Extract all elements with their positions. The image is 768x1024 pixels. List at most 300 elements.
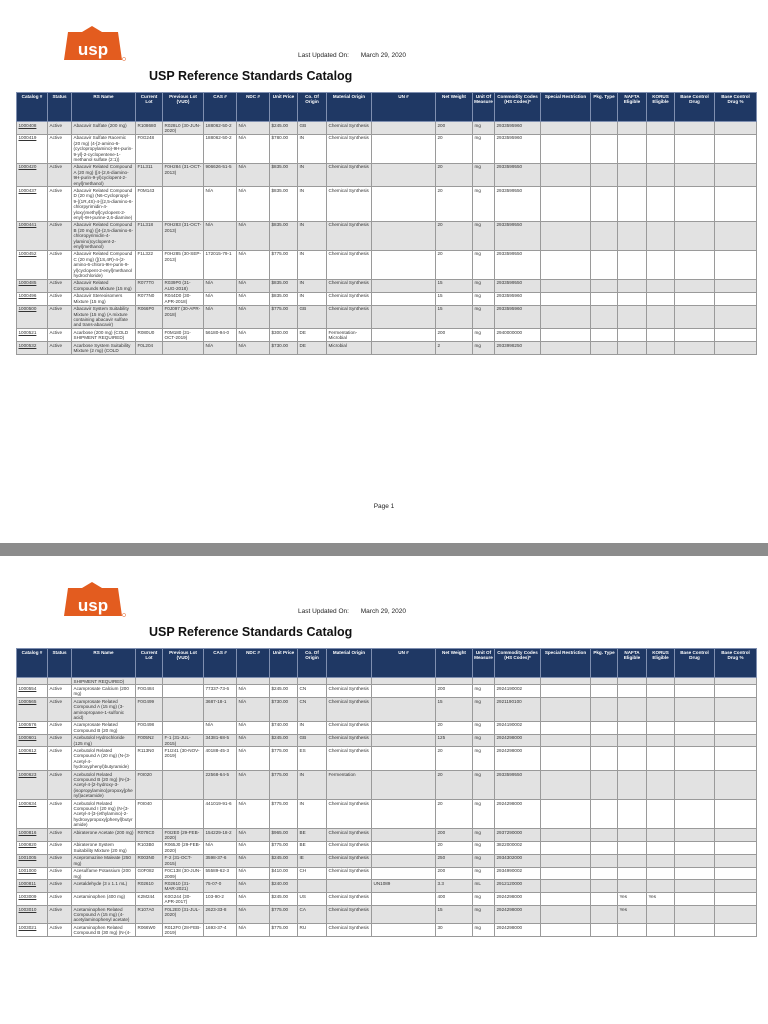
table-cell: N/A [237, 279, 270, 292]
column-header: NDC # [237, 93, 270, 122]
table-cell: Acetaminophen (400 mg) [72, 893, 136, 906]
table-cell: mg [473, 134, 495, 163]
table-cell [618, 122, 647, 135]
table-cell [591, 250, 618, 279]
catalog-number-link[interactable]: 1000408 [17, 122, 48, 135]
table-cell: Active [48, 800, 72, 829]
table-cell: 20 [436, 747, 473, 771]
table-cell: $775.00 [270, 800, 298, 829]
column-header: Co. Of Origin [298, 649, 327, 678]
table-cell: mg [473, 771, 495, 800]
table-cell: 2933595960 [495, 292, 541, 305]
table-cell [715, 854, 757, 867]
table-cell: mg [473, 747, 495, 771]
table-cell [541, 305, 591, 329]
table-cell [541, 187, 591, 221]
table-cell: 2924298000 [495, 924, 541, 937]
table-cell [541, 800, 591, 829]
table-cell [715, 163, 757, 187]
column-header: Commodity Codes (HS Codes)* [495, 93, 541, 122]
table-cell [541, 841, 591, 854]
table-cell: 2924298000 [495, 893, 541, 906]
table-cell [327, 678, 372, 685]
last-updated-label: Last Updated On: [298, 608, 349, 615]
column-header: CAS # [204, 93, 237, 122]
column-header: Special Restriction [541, 649, 591, 678]
table-cell [647, 221, 675, 250]
table-cell [372, 305, 436, 329]
table-cell [541, 747, 591, 771]
table-row [17, 854, 757, 867]
table-row [17, 841, 757, 854]
table-cell [591, 279, 618, 292]
table-cell: $780.00 [270, 134, 298, 163]
table-cell: N/A [204, 279, 237, 292]
table-cell: 200 [436, 685, 473, 698]
table-cell: mg [473, 305, 495, 329]
table-row [17, 221, 757, 250]
table-cell: N/A [237, 747, 270, 771]
table-cell [647, 305, 675, 329]
table-cell: R066W0 [136, 924, 163, 937]
catalog-number-link[interactable]: 1000441 [17, 221, 48, 250]
table-cell: mg [473, 867, 495, 880]
table-cell: Active [48, 906, 72, 924]
table-cell: 2934990002 [495, 867, 541, 880]
table-cell: $240.00 [270, 880, 298, 893]
table-cell [647, 734, 675, 747]
table-cell [647, 292, 675, 305]
table-cell: F0L204 [136, 342, 163, 355]
table-cell [618, 721, 647, 734]
table-cell: 200 [436, 829, 473, 842]
column-header: RS Name [72, 649, 136, 678]
table-cell: UN1089 [372, 880, 436, 893]
column-header: Base Control Drug [675, 649, 715, 678]
table-cell: F005N2 [136, 734, 163, 747]
table-cell: DE [298, 329, 327, 342]
table-cell [591, 721, 618, 734]
catalog-number-link[interactable]: 1000565 [17, 698, 48, 722]
table-cell: IN [298, 134, 327, 163]
table-cell: Chemical Synthesis [327, 924, 372, 937]
column-header: Status [48, 649, 72, 678]
table-cell: SHIPMENT REQUIRED) [72, 678, 136, 685]
table-cell: K2M244 [136, 893, 163, 906]
table-row [17, 800, 757, 829]
table-cell: $775.00 [270, 747, 298, 771]
catalog-number-link[interactable]: 1000452 [17, 250, 48, 279]
table-cell: N/A [237, 721, 270, 734]
table-cell: mg [473, 854, 495, 867]
table-cell: 2933599550 [495, 279, 541, 292]
page-title: USP Reference Standards Catalog [149, 625, 353, 639]
table-row [17, 250, 757, 279]
table-cell: 75-07-0 [204, 880, 237, 893]
table-cell: R108680 [136, 122, 163, 135]
table-cell: Chemical Synthesis [327, 292, 372, 305]
table-cell [372, 122, 436, 135]
table-cell: IN [298, 721, 327, 734]
table-cell [675, 854, 715, 867]
table-cell [541, 734, 591, 747]
catalog-number-link[interactable]: 1000601 [17, 734, 48, 747]
table-cell [675, 841, 715, 854]
catalog-number-link[interactable]: 1000500 [17, 305, 48, 329]
table-cell: Abacavir Sulfate Racemic (20 mg) (4-[2-amino-6-(cyclopropylamino)-9H-purin-9-yl]-2-cyclopentene-1-methanol sulfate (2:1)) [72, 134, 136, 163]
column-header: NDC # [237, 649, 270, 678]
table-cell [591, 221, 618, 250]
table-cell [715, 134, 757, 163]
catalog-number-link[interactable]: 1000554 [17, 685, 48, 698]
table-cell: R078C0 [136, 829, 163, 842]
table-cell: 20 [436, 163, 473, 187]
table-cell: 2933599550 [495, 163, 541, 187]
catalog-number-link[interactable]: 1000437 [17, 187, 48, 221]
catalog-number-link[interactable]: 1000485 [17, 279, 48, 292]
table-cell [675, 867, 715, 880]
table-cell [541, 163, 591, 187]
table-cell: Chemical Synthesis [327, 134, 372, 163]
table-cell: Active [48, 187, 72, 221]
table-cell: 40188-45-3 [204, 747, 237, 771]
table-cell [495, 678, 541, 685]
table-cell: mg [473, 800, 495, 829]
table-cell [48, 678, 72, 685]
table-cell: Active [48, 698, 72, 722]
table-cell [647, 163, 675, 187]
table-cell [647, 721, 675, 734]
catalog-number-link[interactable]: 1003010 [17, 906, 48, 924]
table-cell: DE [298, 342, 327, 355]
table-cell: 3598-37-6 [204, 854, 237, 867]
table-cell [715, 771, 757, 800]
table-cell [647, 678, 675, 685]
table-row [17, 163, 757, 187]
table-cell: Chemical Synthesis [327, 122, 372, 135]
catalog-number-link[interactable]: 1000612 [17, 747, 48, 771]
table-row [17, 771, 757, 800]
table-cell [675, 698, 715, 722]
table-cell: N/A [237, 342, 270, 355]
table-cell: $300.00 [270, 329, 298, 342]
column-header: CAS # [204, 649, 237, 678]
table-cell: N/A [237, 906, 270, 924]
table-cell [715, 747, 757, 771]
table-cell: G0F082 [136, 867, 163, 880]
column-header: Unit Price [270, 649, 298, 678]
table-cell [647, 800, 675, 829]
table-cell [647, 187, 675, 221]
table-cell: 2933595960 [495, 122, 541, 135]
table-cell [675, 747, 715, 771]
table-cell: N/A [237, 122, 270, 135]
table-cell [163, 134, 204, 163]
table-cell: Chemical Synthesis [327, 279, 372, 292]
table-cell: IN [298, 250, 327, 279]
table-cell [647, 329, 675, 342]
table-cell [541, 134, 591, 163]
table-row [17, 342, 757, 355]
table-cell: N/A [237, 221, 270, 250]
table-cell [618, 221, 647, 250]
catalog-number-link[interactable]: 1000496 [17, 292, 48, 305]
table-row [17, 122, 757, 135]
table-cell [647, 134, 675, 163]
table-cell: Active [48, 163, 72, 187]
table-cell: mg [473, 685, 495, 698]
table-cell: mg [473, 329, 495, 342]
table-cell [204, 678, 237, 685]
table-cell: 77337-73-6 [204, 685, 237, 698]
table-cell: 2924298000 [495, 747, 541, 771]
table-cell: N/A [204, 841, 237, 854]
table-cell: N/A [237, 187, 270, 221]
table-cell: N/A [237, 329, 270, 342]
table-cell: Acesulfame Potassium (200 mg) [72, 867, 136, 880]
table-cell: Abacavir System Suitability Mixture (15 mg) (A mixture containing abacavir sulfate and trans-abacavir) [72, 305, 136, 329]
table-cell: mg [473, 342, 495, 355]
table-cell: R003N0 [136, 854, 163, 867]
catalog-number-link[interactable]: 1000521 [17, 329, 48, 342]
table-cell [372, 292, 436, 305]
table-cell [591, 854, 618, 867]
table-cell [715, 279, 757, 292]
table-cell: 20 [436, 250, 473, 279]
catalog-number-link[interactable]: 1000532 [17, 342, 48, 355]
table-cell [618, 187, 647, 221]
table-cell: 188062-50-2 [204, 122, 237, 135]
table-cell: 34381-68-5 [204, 734, 237, 747]
table-cell: 55589-62-3 [204, 867, 237, 880]
catalog-number-link[interactable]: 1003009 [17, 893, 48, 906]
table-cell [372, 906, 436, 924]
table-cell: F0I040 [136, 800, 163, 829]
table-cell: Active [48, 771, 72, 800]
table-cell: $775.00 [270, 771, 298, 800]
table-cell [675, 771, 715, 800]
table-cell: mg [473, 279, 495, 292]
table-cell [591, 747, 618, 771]
table-cell: 103-90-2 [204, 893, 237, 906]
column-header: Catalog # [17, 649, 48, 678]
table-cell: Active [48, 305, 72, 329]
table-row [17, 880, 757, 893]
table-cell: R065J0 (29-FEB-2020) [163, 841, 204, 854]
catalog-number-link[interactable]: 1001005 [17, 854, 48, 867]
table-cell: mg [473, 721, 495, 734]
table-cell [372, 250, 436, 279]
table-cell: 2940000000 [495, 329, 541, 342]
table-cell: Acarbose System Suitability Mixture (2 mg) (COLD [72, 342, 136, 355]
table-cell: F-2 (31-OCT-2015) [163, 854, 204, 867]
table-cell [591, 187, 618, 221]
table-cell: $410.00 [270, 867, 298, 880]
table-cell [541, 906, 591, 924]
table-cell: IN [298, 279, 327, 292]
table-cell [541, 880, 591, 893]
table-cell: 2 [436, 342, 473, 355]
table-cell [591, 867, 618, 880]
table-row [17, 187, 757, 221]
table-cell: Active [48, 279, 72, 292]
table-cell [618, 841, 647, 854]
column-header: NAFTA Eligible [618, 93, 647, 122]
catalog-number-link[interactable]: 1001000 [17, 867, 48, 880]
table-cell: IN [298, 771, 327, 800]
table-cell: $245.00 [270, 734, 298, 747]
table-cell [647, 906, 675, 924]
table-cell [675, 342, 715, 355]
table-cell: 2912120000 [495, 880, 541, 893]
table-cell [372, 747, 436, 771]
table-cell [675, 305, 715, 329]
table-cell: 15 [436, 698, 473, 722]
table-cell [591, 893, 618, 906]
table-cell: 200 [436, 329, 473, 342]
table-cell [541, 678, 591, 685]
catalog-number-link[interactable]: 1000420 [17, 163, 48, 187]
table-cell [541, 893, 591, 906]
table-cell: 20 [436, 221, 473, 250]
table-cell: $775.00 [270, 250, 298, 279]
table-cell [541, 867, 591, 880]
table-cell: $965.00 [270, 829, 298, 842]
table-cell: N/A [237, 685, 270, 698]
table-cell [591, 841, 618, 854]
table-cell [647, 867, 675, 880]
table-cell: $245.00 [270, 122, 298, 135]
column-header: Co. Of Origin [298, 93, 327, 122]
table-cell: 400 [436, 893, 473, 906]
catalog-number-link[interactable]: 1000623 [17, 771, 48, 800]
last-updated [298, 52, 406, 59]
table-cell [675, 924, 715, 937]
table-cell: Active [48, 734, 72, 747]
catalog-number-link[interactable]: 1000634 [17, 800, 48, 829]
catalog-number-link[interactable]: 1003021 [17, 924, 48, 937]
table-cell: $835.00 [270, 292, 298, 305]
table-cell: mg [473, 924, 495, 937]
table-cell [715, 685, 757, 698]
table-cell: 20 [436, 134, 473, 163]
last-updated-date: March 29, 2020 [360, 608, 406, 615]
table-cell [715, 221, 757, 250]
table-cell: F0G499 [136, 698, 163, 722]
table-cell: Chemical Synthesis [327, 685, 372, 698]
table-cell [618, 880, 647, 893]
table-cell: 30 [436, 924, 473, 937]
table-cell [675, 906, 715, 924]
table-cell: F0H283 (31-OCT-2013) [163, 221, 204, 250]
table-row [17, 747, 757, 771]
table-cell: Chemical Synthesis [327, 250, 372, 279]
table-cell [372, 163, 436, 187]
table-cell: mg [473, 187, 495, 221]
table-cell [647, 747, 675, 771]
table-header-row [17, 93, 757, 122]
table-cell: Active [48, 250, 72, 279]
column-header: Pkg. Type [591, 649, 618, 678]
table-cell: 3687-18-1 [204, 698, 237, 722]
table-cell: R077N0 [136, 292, 163, 305]
table-cell: $775.00 [270, 305, 298, 329]
table-cell: 15 [436, 292, 473, 305]
table-cell: N/A [204, 292, 237, 305]
table-cell [715, 721, 757, 734]
table-cell: 2933599550 [495, 771, 541, 800]
table-cell [715, 906, 757, 924]
table-cell: Chemical Synthesis [327, 747, 372, 771]
column-header: Unit Price [270, 93, 298, 122]
table-cell: R066P0 [136, 305, 163, 329]
table-cell [715, 924, 757, 937]
table-cell [715, 342, 757, 355]
table-cell [372, 342, 436, 355]
table-cell: mg [473, 292, 495, 305]
catalog-number-link[interactable]: 1000419 [17, 134, 48, 163]
table-cell: Abacavir Related Compound C (20 mg) ([(1S,4R)-4-(2-amino-6-chloro-9H-purin-9-yl)cyclopent-2-enyl]methanol hydrochloride) [72, 250, 136, 279]
table-cell [618, 800, 647, 829]
table-cell: 15 [436, 906, 473, 924]
table-cell [618, 342, 647, 355]
table-cell [647, 829, 675, 842]
table-row [17, 329, 757, 342]
table-cell: Abiraterone Acetate (200 mg) [72, 829, 136, 842]
table-cell [591, 305, 618, 329]
table-cell [591, 906, 618, 924]
table-cell: N/A [204, 342, 237, 355]
table-cell: CH [298, 867, 327, 880]
table-cell [591, 122, 618, 135]
table-cell: mg [473, 841, 495, 854]
table-cell: 2924298000 [495, 906, 541, 924]
table-row [17, 678, 757, 685]
table-cell [541, 329, 591, 342]
table-cell [647, 854, 675, 867]
table-cell [372, 854, 436, 867]
table-cell [270, 678, 298, 685]
table-cell: Microbial [327, 342, 372, 355]
table-cell [541, 292, 591, 305]
table-cell: 188062-50-2 [204, 134, 237, 163]
table-cell: $835.00 [270, 187, 298, 221]
table-cell [372, 841, 436, 854]
table-cell: 2933998250 [495, 342, 541, 355]
table-cell: 1693-37-4 [204, 924, 237, 937]
table-cell: N/A [237, 829, 270, 842]
table-cell [372, 867, 436, 880]
catalog-number-link[interactable]: 1000811 [17, 880, 48, 893]
table-cell [327, 880, 372, 893]
table-cell [618, 924, 647, 937]
table-cell [618, 250, 647, 279]
table-cell: N/A [204, 305, 237, 329]
column-header: Current Lot [136, 649, 163, 678]
table-cell: R02610 (31-MAR-2021) [163, 880, 204, 893]
catalog-number-link[interactable]: 1000576 [17, 721, 48, 734]
table-cell [372, 134, 436, 163]
catalog-number-link[interactable]: 1000820 [17, 841, 48, 854]
table-cell: Chemical Synthesis [327, 187, 372, 221]
table-cell: R107A0 [136, 906, 163, 924]
table-cell: F0I2E0 (29-FEB-2020) [163, 829, 204, 842]
table-cell: F1L318 [136, 221, 163, 250]
catalog-number-link[interactable]: 1000816 [17, 829, 48, 842]
table-cell [675, 279, 715, 292]
table-cell: Chemical Synthesis [327, 221, 372, 250]
table-cell: 2924190002 [495, 685, 541, 698]
